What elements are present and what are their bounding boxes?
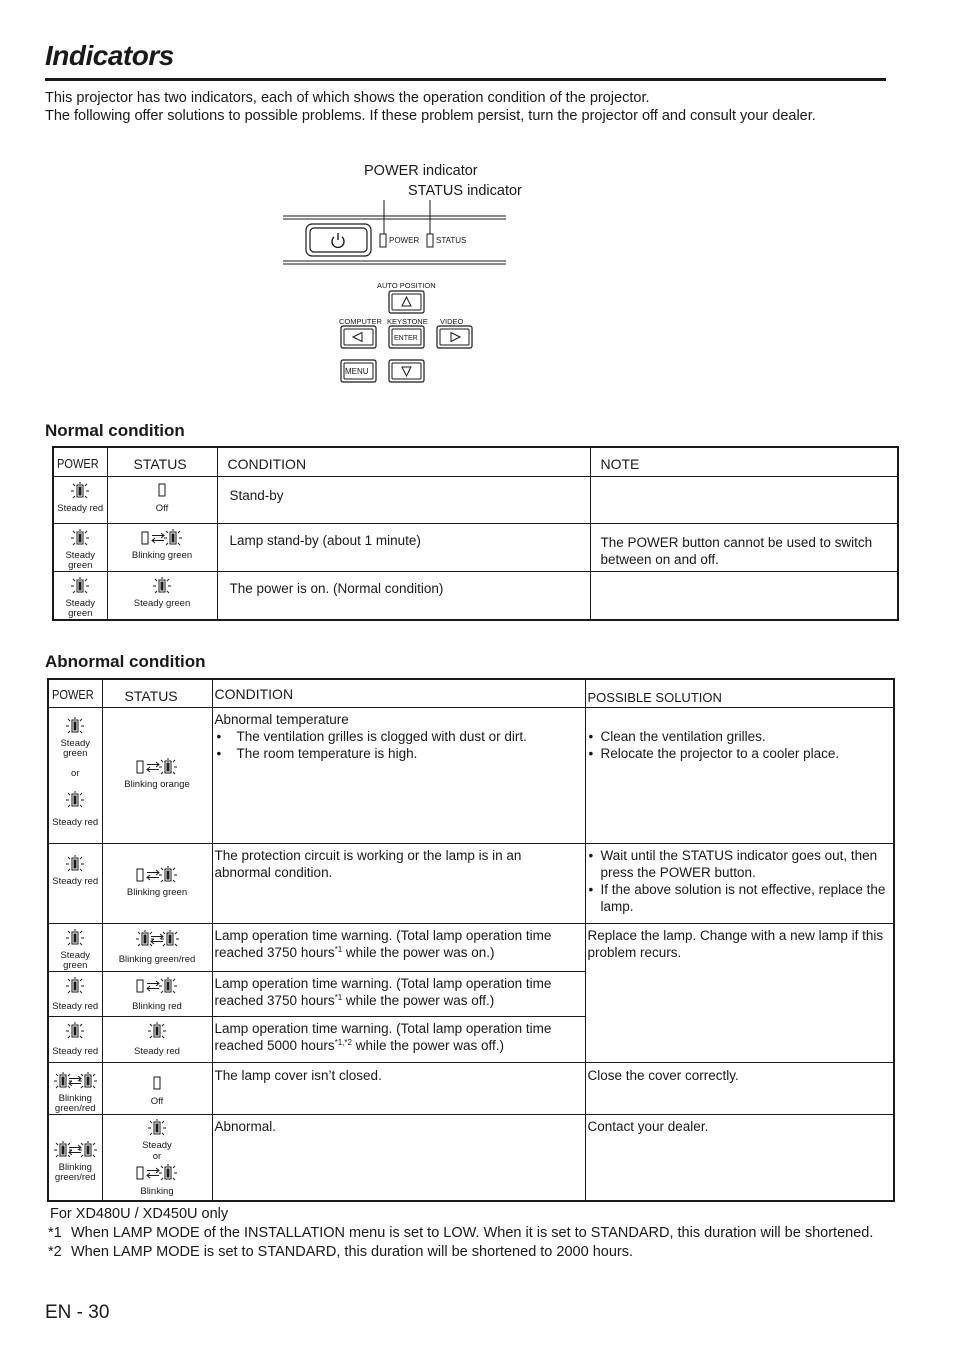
table-header-row xyxy=(48,679,894,707)
condition-cell: Abnormal. xyxy=(212,1114,585,1201)
list-item: • If the above solution is not effective, replace the lamp. xyxy=(588,881,892,915)
note-cell xyxy=(590,476,898,523)
table-row xyxy=(53,476,898,523)
lamp-on-icon xyxy=(64,975,86,998)
footnotes xyxy=(48,1205,888,1262)
power-button-icon xyxy=(306,224,371,256)
status-cell: Blinking green/red xyxy=(102,923,212,971)
header-power: POWER xyxy=(48,679,102,707)
power-cell: Steady red xyxy=(53,476,107,523)
auto-position-label: AUTO POSITION xyxy=(377,281,436,290)
table-header-row xyxy=(53,447,898,476)
header-power: POWER xyxy=(53,447,107,476)
down-button-icon xyxy=(389,360,424,382)
lamp-on-icon xyxy=(64,1020,86,1043)
right-button-icon xyxy=(437,326,472,348)
condition-cell: Lamp operation time warning. (Total lamp operation time reached 3750 hours$^{*1}$ while the power was off.) xyxy=(212,971,585,1016)
header-status: STATUS xyxy=(102,679,212,707)
lamp-off-icon xyxy=(157,480,167,503)
status-cell: Off xyxy=(107,476,217,523)
lamp-blink-icon xyxy=(135,864,179,887)
power-cell: Blinking green/red xyxy=(48,1062,102,1114)
enter-label: ENTER xyxy=(394,335,418,342)
status-indicator-label: STATUS indicator xyxy=(408,183,522,199)
condition-cell: Stand-by xyxy=(217,476,590,523)
header-note: NOTE xyxy=(590,447,898,476)
lamp-alternate-icon xyxy=(134,928,180,951)
power-cell: Steady green xyxy=(53,523,107,571)
lamp-on-icon xyxy=(151,575,173,598)
intro-text xyxy=(45,90,886,125)
list-item: • Clean the ventilation grilles. xyxy=(588,728,892,745)
header-status: STATUS xyxy=(107,447,217,476)
status-cell: Blinking green xyxy=(107,523,217,571)
list-item: • Relocate the projector to a cooler place. xyxy=(588,745,892,762)
page-title: Indicators xyxy=(45,40,174,71)
lamp-on-icon xyxy=(69,527,91,550)
solution-cell xyxy=(585,707,894,843)
control-panel-diagram xyxy=(270,200,520,390)
lamp-blink-icon xyxy=(135,975,179,998)
panel-power-label: POWER xyxy=(389,236,420,245)
models-note: For XD480U / XD450U only xyxy=(50,1206,229,1222)
condition-cell: Lamp operation time warning. (Total lamp operation time reached 3750 hours$^{*1}$ while the power was on.) xyxy=(212,923,585,971)
power-cell: Steady red xyxy=(48,843,102,923)
status-cell: Steady green xyxy=(107,571,217,620)
header-solution: POSSIBLE SOLUTION xyxy=(585,679,894,707)
left-button-icon xyxy=(341,326,376,348)
status-cell: Steady or Blinking xyxy=(102,1114,212,1201)
lamp-on-icon xyxy=(146,1020,168,1043)
panel-status-label: STATUS xyxy=(436,236,467,245)
intro-line-2: The following offer solutions to possible problems. If these problem persist, turn the projector off and consult your dealer. xyxy=(45,107,816,124)
header-condition: CONDITION xyxy=(217,447,590,476)
footnote-1: *1 When LAMP MODE of the INSTALLATION menu is set to LOW. When it is set to STANDARD, this duration will be shortened. xyxy=(48,1225,874,1241)
power-led-icon xyxy=(380,234,386,247)
power-cell: Steady green xyxy=(48,923,102,971)
status-cell: Steady red xyxy=(102,1016,212,1062)
condition-cell: The power is on. (Normal condition) xyxy=(217,571,590,620)
table-row xyxy=(48,843,894,923)
title-rule xyxy=(45,78,886,81)
condition-cell: The lamp cover isn’t closed. xyxy=(212,1062,585,1114)
up-button-icon xyxy=(389,291,424,313)
list-item: • The room temperature is high. xyxy=(215,745,581,762)
status-cell: Blinking orange xyxy=(102,707,212,843)
video-label: VIDEO xyxy=(440,317,464,326)
status-cell: Off xyxy=(102,1062,212,1114)
abnormal-condition-heading: Abnormal condition xyxy=(45,652,206,671)
condition-cell xyxy=(212,707,585,843)
lamp-on-icon xyxy=(69,480,91,503)
solution-cell xyxy=(585,843,894,923)
normal-condition-table xyxy=(52,446,899,621)
page-number: EN - 30 xyxy=(45,1302,110,1323)
list-item: • Wait until the STATUS indicator goes out, then press the POWER button. xyxy=(588,847,892,881)
lamp-on-icon xyxy=(64,927,86,950)
lamp-alternate-icon xyxy=(52,1070,98,1093)
lamp-on-icon xyxy=(69,575,91,598)
abnormal-condition-table xyxy=(47,678,895,1202)
normal-condition-heading: Normal condition xyxy=(45,421,185,440)
power-cell: Steady green or Steady red xyxy=(48,707,102,843)
condition-bullets xyxy=(215,728,581,762)
header-condition: CONDITION xyxy=(212,679,585,707)
condition-cell: The protection circuit is working or the lamp is in an abnormal condition. xyxy=(212,843,585,923)
note-cell: The POWER button cannot be used to switch between on and off. xyxy=(590,523,898,571)
lamp-off-icon xyxy=(152,1073,162,1096)
table-row xyxy=(48,1114,894,1201)
power-indicator-label: POWER indicator xyxy=(364,163,478,179)
intro-line-1: This projector has two indicators, each of which shows the operation condition of the projector. xyxy=(45,90,650,106)
power-cell: Steady red xyxy=(48,971,102,1016)
menu-label: MENU xyxy=(345,367,369,376)
condition-title: Abnormal temperature xyxy=(214,711,349,727)
note-cell xyxy=(590,571,898,620)
lamp-on-icon xyxy=(64,715,86,738)
computer-label: COMPUTER xyxy=(339,317,382,326)
keystone-label: KEYSTONE xyxy=(387,317,428,326)
condition-cell: Lamp operation time warning. (Total lamp operation time reached 5000 hours$^{*1,*2}$ while the power was off.) xyxy=(212,1016,585,1062)
lamp-on-icon xyxy=(146,1117,168,1140)
lamp-blink-icon xyxy=(140,527,184,550)
status-cell: Blinking green xyxy=(102,843,212,923)
lamp-on-icon xyxy=(64,789,86,812)
condition-cell: Lamp stand-by (about 1 minute) xyxy=(217,523,590,571)
lamp-blink-icon xyxy=(135,756,179,779)
lamp-on-icon xyxy=(64,853,86,876)
solution-cell: Contact your dealer. xyxy=(585,1114,894,1201)
power-cell: Steady green xyxy=(53,571,107,620)
table-row xyxy=(48,1062,894,1114)
footnote-2: *2 When LAMP MODE is set to STANDARD, this duration will be shortened to 2000 hours. xyxy=(48,1244,633,1260)
lamp-alternate-icon xyxy=(52,1139,98,1162)
status-cell: Blinking red xyxy=(102,971,212,1016)
solution-cell: Close the cover correctly. xyxy=(585,1062,894,1114)
lamp-blink-icon xyxy=(135,1162,179,1185)
table-row xyxy=(53,571,898,620)
solution-cell: Replace the lamp. Change with a new lamp if this problem recurs. xyxy=(585,923,894,1062)
status-led-icon xyxy=(427,234,433,247)
table-row xyxy=(48,923,894,971)
table-row xyxy=(53,523,898,571)
list-item: • The ventilation grilles is clogged with dust or dirt. xyxy=(215,728,581,745)
table-row xyxy=(48,707,894,843)
power-cell: Blinking green/red xyxy=(48,1114,102,1201)
power-cell: Steady red xyxy=(48,1016,102,1062)
